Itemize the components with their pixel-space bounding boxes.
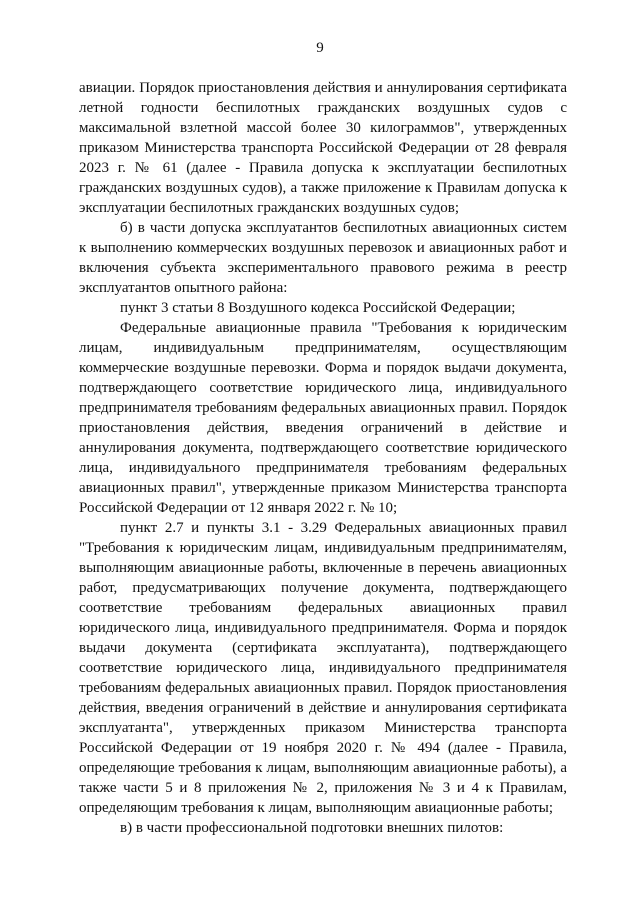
document-body [79, 78, 567, 838]
paragraph-b-operator-admission: б) в части допуска эксплуатантов беспилотных авиационных систем к выполнению коммерческих воздушных перевозок и авиационных работ и включения субъекта экспериментального правового режима в реестр эксплуатантов опытного района: [79, 220, 567, 296]
paragraph-commercial-transport-rules: Федеральные авиационные правила "Требования к юридическим лицам, индивидуальным предпринимателям, осуществляющим коммерческие воздушные перевозки. Форма и порядок выдачи документа, подтверждающего соответствие юридического лица, индивидуального предпринимателя требованиям федеральных авиационных правил. Порядок приостановления действия, введения ограничений в действие и аннулирования документа, подтверждающего соответствие юридического лица, индивидуального предпринимателя требованиям федеральных авиационных правил", утвержденные приказом Министерства транспорта Российской Федерации от 12 января 2022 г. № 10; [79, 320, 567, 516]
paragraph-air-code-reference: пункт 3 статьи 8 Воздушного кодекса Российской Федерации; [120, 300, 516, 316]
page-number: 9 [316, 40, 324, 56]
paragraph-aviation-works-rules: пункт 2.7 и пункты 3.1 - 3.29 Федеральных авиационных правил "Требования к юридическим лицам, индивидуальным предпринимателям, выполняющим авиационные работы, включенные в перечень авиационных работ, предусматривающих получение документа, подтверждающего соответствие требованиям федеральных авиационных правил юридического лица, индивидуального предпринимателя. Форма и порядок выдачи документа (сертификата эксплуатанта), подтверждающего соответствие юридического лица, индивидуального предпринимателя требованиям федеральных авиационных правил. Порядок приостановления действия, введения ограничений в действие и аннулирования сертификата эксплуатанта", утвержденных приказом Министерства транспорта Российской Федерации от 19 ноября 2020 г. № 494 (далее - Правила, определяющие требования к лицам, выполняющим авиационные работы), а также части 5 и 8 приложения № 2, приложения № 3 и 4 к Правилам, определяющим требования к лицам, выполняющим авиационные работы; [79, 520, 567, 816]
paragraph-continuation-flight-worthiness: авиации. Порядок приостановления действия и аннулирования сертификата летной годности беспилотных гражданских воздушных судов с максимальной взлетной массой более 30 килограммов", утвержденных приказом Министерства транспорта Российской Федерации от 28 февраля 2023 г. № 61 (далее - Правила допуска к эксплуатации беспилотных гражданских воздушных судов), а также приложение к Правилам допуска к эксплуатации беспилотных гражданских воздушных судов; [79, 80, 567, 216]
paragraph-v-pilot-training: в) в части профессиональной подготовки внешних пилотов: [120, 820, 504, 836]
